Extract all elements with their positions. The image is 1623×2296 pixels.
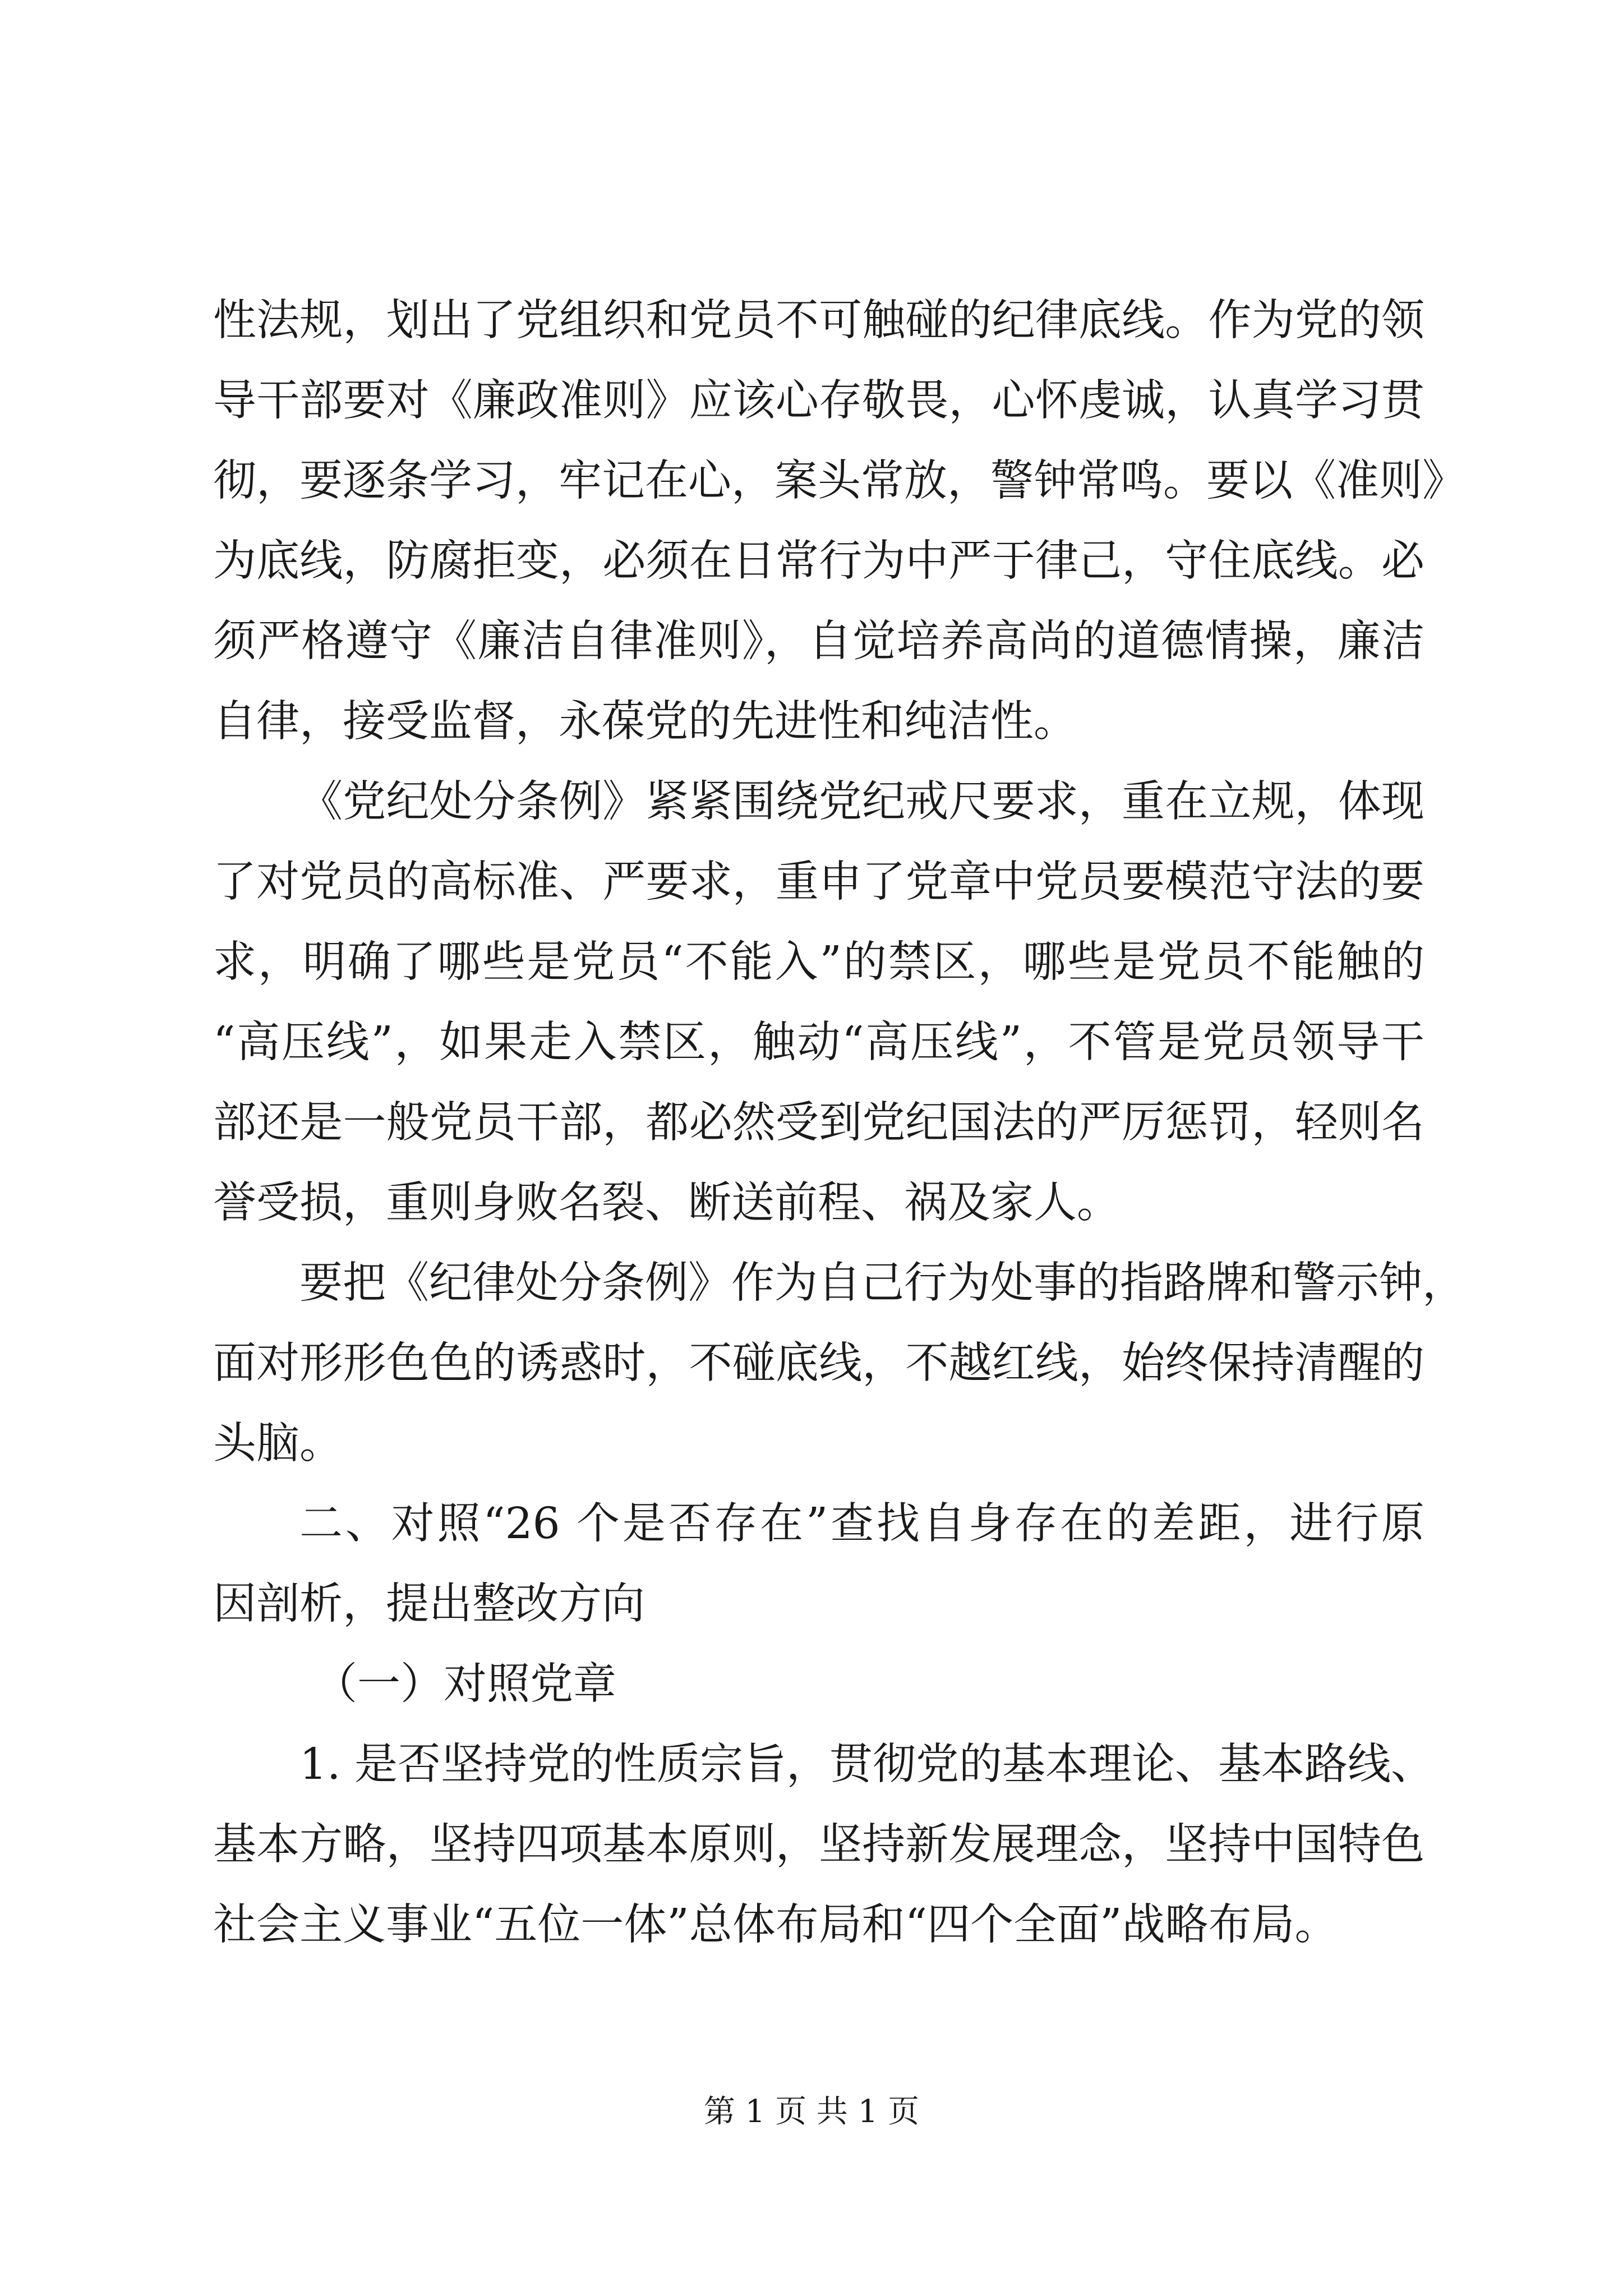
list-item: 基本方略，坚持四项基本原则，坚持新发展理念，坚持中国特色 [213,1820,1424,1870]
text-line: 自律，接受监督，永葆党的先进性和纯洁性。 [213,697,1077,747]
text-line: 头脑。 [213,1419,343,1469]
document-body [213,280,1465,1965]
text-line: 了对党员的高标准、严要求，重申了党章中党员要模范守法的要 [213,857,1424,907]
text-line: 部还是一般党员干部，都必然受到党纪国法的严厉惩罚，轻则名 [213,1098,1424,1148]
text-line: 要把《纪律处分条例》作为自己行为处事的指路牌和警示钟， [299,1258,1465,1308]
text-line: 面对形形色色的诱惑时，不碰底线，不越红线，始终保持清醒的 [213,1338,1424,1388]
list-item: 1. 是否坚持党的性质宗旨，贯彻党的基本理论、基本路线、 [299,1740,1434,1789]
text-line: 彻，要逐条学习，牢记在心，案头常放，警钟常鸣。要以《准则》 [213,456,1465,506]
text-line: 《党纪处分条例》紧紧围绕党纪戒尺要求，重在立规，体现 [299,777,1424,827]
text-line: “高压线”，如果走入禁区，触动“高压线”，不管是党员领导干 [213,1018,1424,1068]
text-line: 导干部要对《廉政准则》应该心存敬畏，心怀虔诚，认真学习贯 [213,376,1424,426]
section-heading: 二、对照“26 个是否存在”查找自身存在的差距，进行原 [299,1499,1424,1549]
subsection-heading: （一）对照党章 [314,1659,616,1709]
page-footer: 第 1 页 共 1 页 [703,2093,920,2130]
text-line: 为底线，防腐拒变，必须在日常行为中严于律己，守住底线。必 [213,536,1424,586]
section-heading: 因剖析，提出整改方向 [213,1579,645,1629]
list-item: 社会主义事业“五位一体”总体布局和“四个全面”战略布局。 [213,1900,1338,1950]
text-line: 求，明确了哪些是党员“不能入”的禁区，哪些是党员不能触的 [213,937,1424,987]
text-line: 誉受损，重则身败名裂、断送前程、祸及家人。 [213,1178,1120,1228]
text-line: 须严格遵守《廉洁自律准则》，自觉培养高尚的道德情操，廉洁 [213,616,1424,666]
text-line: 性法规，划出了党组织和党员不可触碰的纪律底线。作为党的领 [213,296,1424,346]
